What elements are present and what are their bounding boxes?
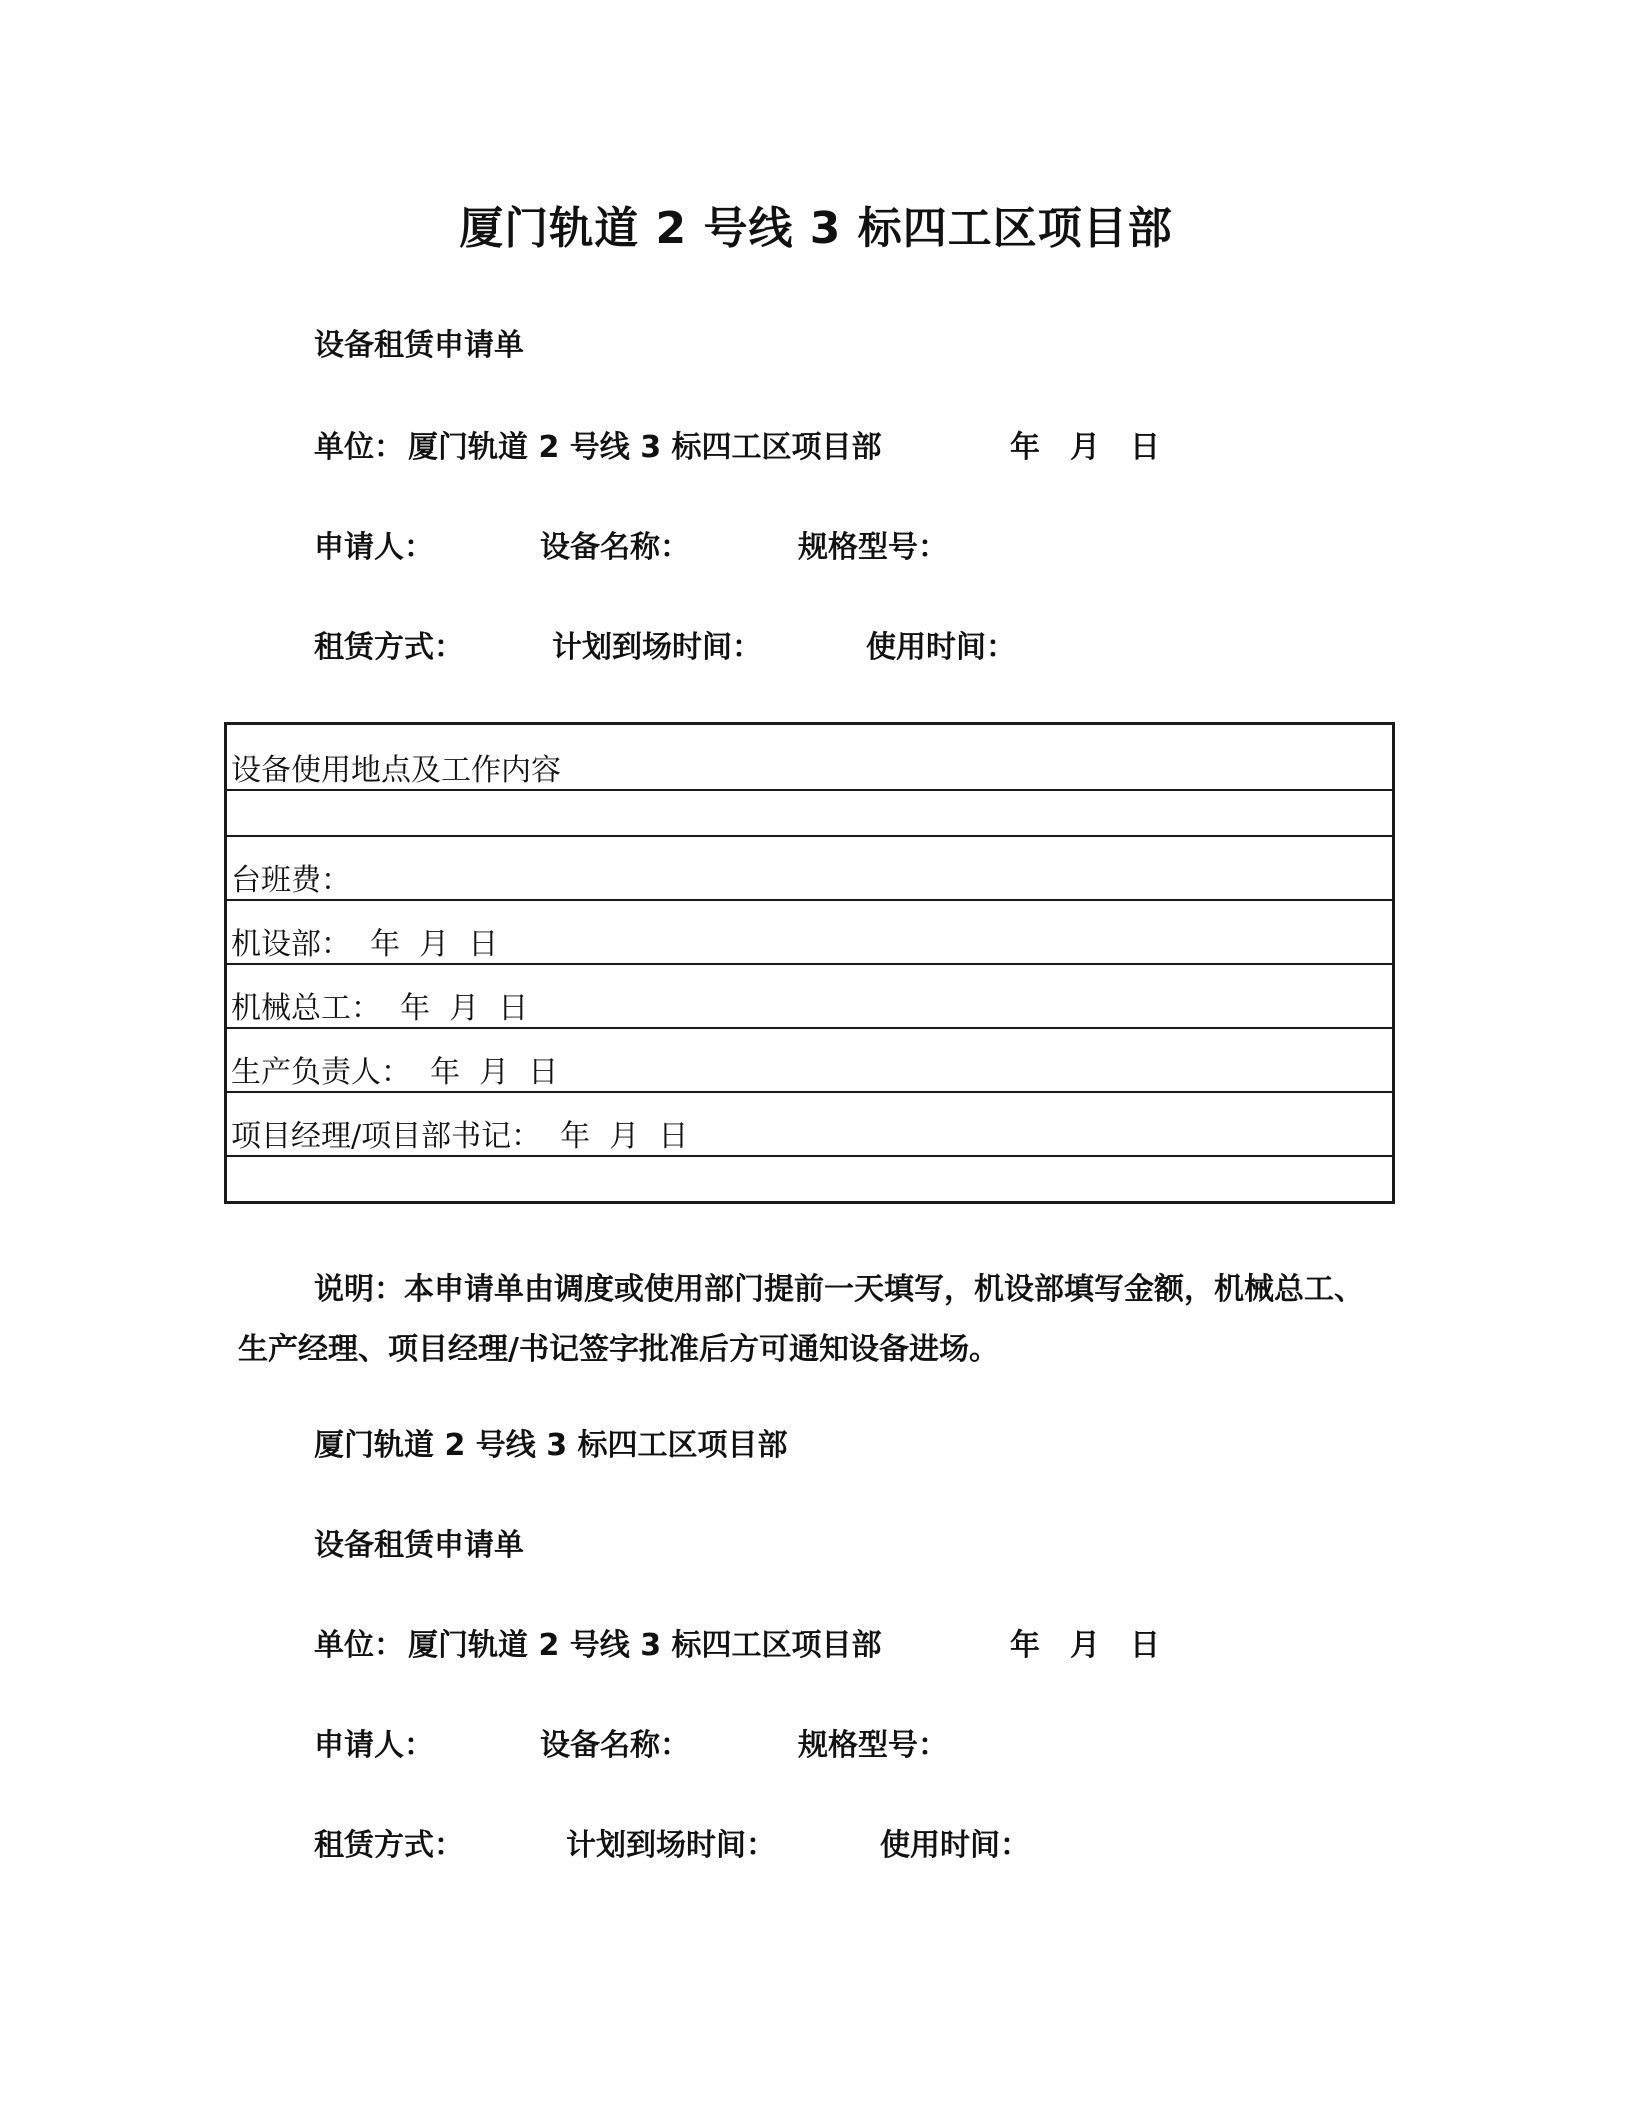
form2-date-month: 月 [1070, 1628, 1100, 1663]
table-cell-shift-fee: 台班费： [226, 836, 1394, 900]
table-cell-equipment-dept: 机设部： 年 月 日 [226, 900, 1394, 964]
form2-applicant-label: 申请人： [314, 1728, 434, 1763]
table-row [226, 724, 1394, 791]
form2-unit-label: 单位： [314, 1628, 404, 1663]
form1-applicant-row [314, 522, 1214, 566]
table-cell-project-manager: 项目经理/项目部书记： 年 月 日 [226, 1092, 1394, 1156]
form2-lease-method-label: 租赁方式： [314, 1828, 464, 1863]
form1-date-day: 日 [1130, 430, 1160, 465]
form1-lease-row [314, 622, 1214, 666]
form1-heading: 设备租赁申请单 [314, 328, 524, 363]
form2-heading: 设备租赁申请单 [314, 1528, 524, 1563]
instructions-note: 说明：本申请单由调度或使用部门提前一天填写，机设部填写金额，机械总工、生产经理、项目经理/书记签字批准后方可通知设备进场。 [238, 1272, 1364, 1367]
form2-applicant-row [314, 1720, 1214, 1764]
form2-date-day: 日 [1130, 1628, 1160, 1663]
form1-unit-value: 厦门轨道 2 号线 3 标四工区项目部 [408, 430, 882, 465]
form1-spec-label: 规格型号： [798, 530, 948, 565]
table-row [226, 1092, 1394, 1156]
table-cell-chief-engineer: 机械总工： 年 月 日 [226, 964, 1394, 1028]
form2-lease-row [314, 1820, 1214, 1864]
form1-unit-row [314, 422, 1214, 466]
form1-unit-label: 单位： [314, 430, 404, 465]
form2-arrival-time-label: 计划到场时间： [566, 1828, 776, 1863]
table-cell-empty [226, 1156, 1394, 1203]
form1-date-year: 年 [1010, 430, 1040, 465]
table-cell-work-content: 设备使用地点及工作内容 [226, 724, 1394, 791]
form2-unit-value: 厦门轨道 2 号线 3 标四工区项目部 [408, 1628, 882, 1663]
form1-arrival-time-label: 计划到场时间： [552, 630, 762, 665]
form2-usage-time-label: 使用时间： [880, 1828, 1030, 1863]
table-row [226, 964, 1394, 1028]
form2-equipment-name-label: 设备名称： [540, 1728, 690, 1763]
form2-spec-label: 规格型号： [798, 1728, 948, 1763]
form1-date-month: 月 [1070, 430, 1100, 465]
table-cell-empty [226, 790, 1394, 836]
table-row [226, 836, 1394, 900]
form2-org: 厦门轨道 2 号线 3 标四工区项目部 [314, 1428, 788, 1463]
approval-table [224, 722, 1395, 1204]
form2-date-year: 年 [1010, 1628, 1040, 1663]
table-row [226, 790, 1394, 836]
form1-applicant-label: 申请人： [314, 530, 434, 565]
page-title: 厦门轨道 2 号线 3 标四工区项目部 [459, 203, 1173, 254]
table-row [226, 1156, 1394, 1203]
table-cell-production-manager: 生产负责人： 年 月 日 [226, 1028, 1394, 1092]
form2-unit-row [314, 1620, 1214, 1664]
form1-usage-time-label: 使用时间： [866, 630, 1016, 665]
form1-equipment-name-label: 设备名称： [540, 530, 690, 565]
form1-lease-method-label: 租赁方式： [314, 630, 464, 665]
table-row [226, 1028, 1394, 1092]
table-row [226, 900, 1394, 964]
